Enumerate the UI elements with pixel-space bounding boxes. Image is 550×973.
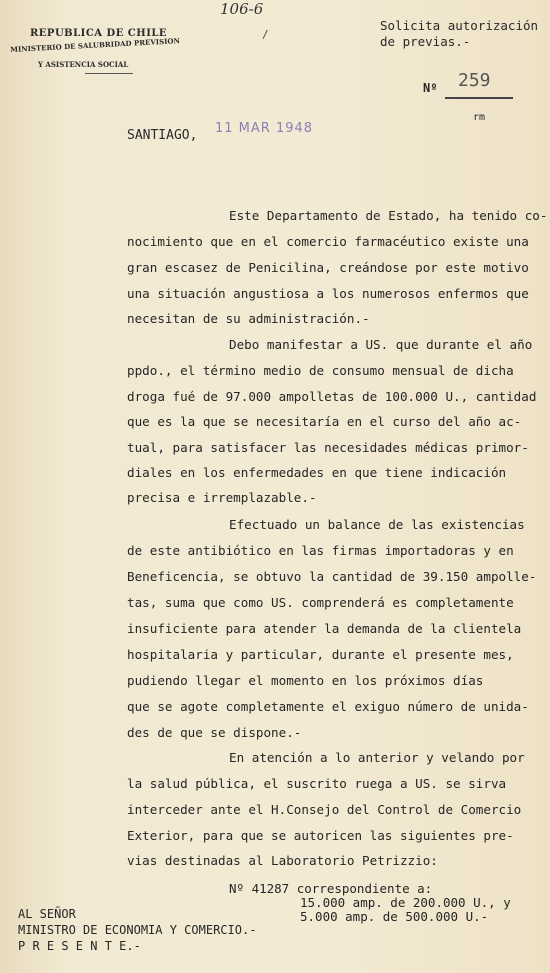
body-line: Exterior, para que se autoricen las siguientes pre- <box>127 828 514 843</box>
place-line: SANTIAGO, <box>127 128 198 143</box>
body-line: diales en los enfermedades en que tiene indicación <box>127 465 507 480</box>
handwritten-mark: / <box>262 28 269 41</box>
subject-block <box>380 18 538 50</box>
subject-line-1: Solicita autorización <box>380 18 539 33</box>
body-line: insuficiente para atender la demanda de la clientela <box>127 621 522 636</box>
letterhead-ministry: MINISTERIO DE SALUBRIDAD PREVISION <box>10 36 181 54</box>
letterhead-title: REPUBLICA DE CHILE <box>30 28 168 39</box>
document-number: 259 <box>458 70 491 91</box>
body-line: droga fué de 97.000 ampolletas de 100.000 U., cantidad <box>127 389 537 404</box>
body-line: En atención a lo anterior y velando por <box>229 750 525 765</box>
body-line: ppdo., el término medio de consumo mensual de dicha <box>127 363 514 378</box>
number-prefix: Nº <box>423 81 438 95</box>
addressee-salutation: AL SEÑOR <box>18 907 76 921</box>
body-line: nocimiento que en el comercio farmacéutico existe una <box>127 234 529 249</box>
typist-initials: rm <box>473 112 486 123</box>
number-underline <box>445 97 513 99</box>
body-line: tual, para satisfacer las necesidades médicas primor- <box>127 440 529 455</box>
letterhead-ministry-cont: Y ASISTENCIA SOCIAL <box>38 60 129 69</box>
body-line: hospitalaria y particular, durante el presente mes, <box>127 647 514 662</box>
body-line: Beneficencia, se obtuvo la cantidad de 39.150 ampolle- <box>127 569 537 584</box>
body-line: la salud pública, el suscrito ruega a US. se sirva <box>127 776 507 791</box>
body-line: que es la que se necesitaría en el curso del año ac- <box>127 414 522 429</box>
enclosure-line-1: Nº 41287 correspondiente a: <box>229 881 433 896</box>
date-stamp: 11 MAR 1948 <box>215 121 314 136</box>
body-line: interceder ante el H.Consejo del Control de Comercio <box>127 802 522 817</box>
body-line: Este Departamento de Estado, ha tenido co- <box>229 208 548 223</box>
body-line: que se agote completamente el exiguo número de unida- <box>127 699 529 714</box>
body-line: tas, suma que como US. comprenderá es completamente <box>127 595 514 610</box>
handwritten-file-reference: 106-6 <box>220 0 264 18</box>
body-line: Efectuado un balance de las existencias <box>229 517 525 532</box>
body-line: precisa e irremplazable.- <box>127 490 317 505</box>
body-line: pudiendo llegar el momento en los próximos días <box>127 673 484 688</box>
addressee-title: MINISTRO DE ECONOMIA Y COMERCIO.- <box>18 923 257 937</box>
body-line: Debo manifestar a US. que durante el año <box>229 337 533 352</box>
subject-line-2: de previas.- <box>380 34 471 49</box>
body-line: des de que se dispone.- <box>127 725 302 740</box>
letterhead-divider <box>85 73 133 74</box>
enclosure-line-3: 5.000 amp. de 500.000 U.- <box>300 909 489 924</box>
enclosure-line-2: 15.000 amp. de 200.000 U., y <box>300 895 511 910</box>
body-line: una situación angustiosa a los numerosos enfermos que <box>127 286 529 301</box>
body-line: gran escasez de Penicilina, creándose por este motivo <box>127 260 529 275</box>
body-line: vias destinadas al Laboratorio Petrizzio: <box>127 853 438 868</box>
addressee-presente: P R E S E N T E.- <box>18 939 141 953</box>
body-line: necesitan de su administración.- <box>127 311 370 326</box>
body-line: de este antibiótico en las firmas importadoras y en <box>127 543 514 558</box>
